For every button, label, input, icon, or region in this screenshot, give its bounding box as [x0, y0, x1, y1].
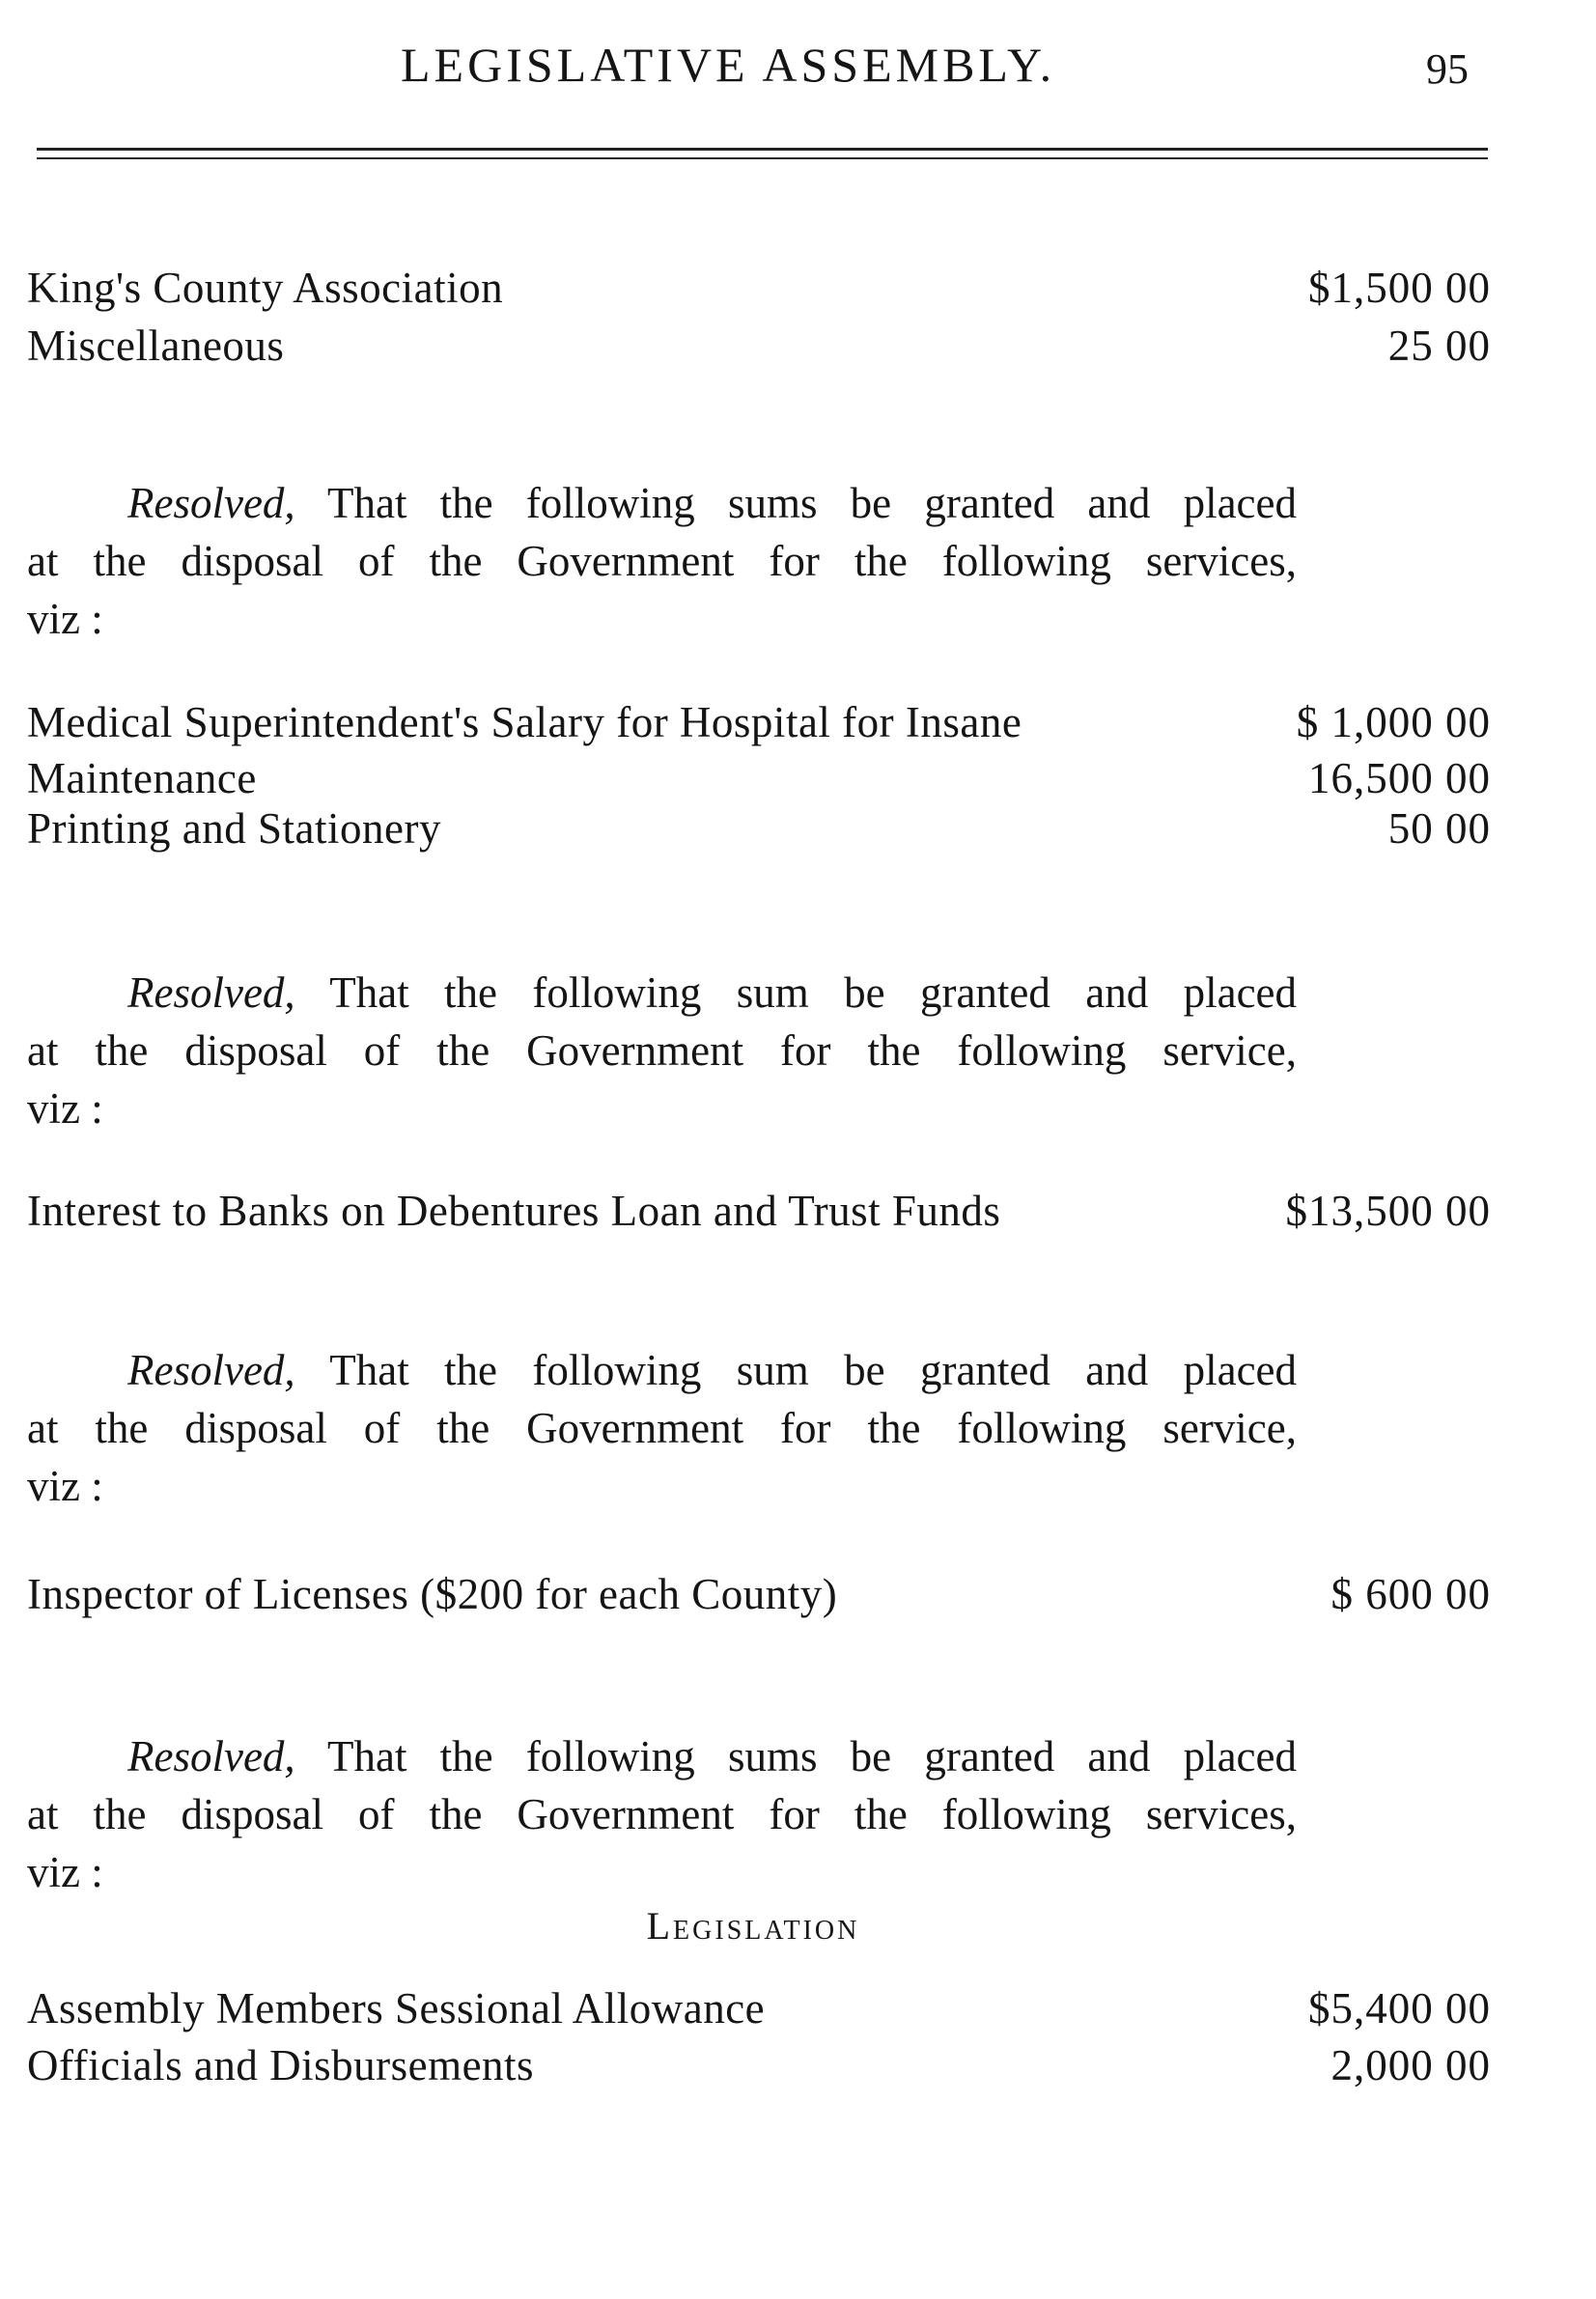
resolution-line: at the disposal of the Government for the following services,: [27, 1790, 1297, 1838]
item-label: Assembly Members Sessional Allowance: [27, 1984, 766, 2033]
item-amount: $13,500 00: [1285, 1187, 1491, 1235]
appropriation-line: [27, 1983, 1491, 2037]
resolution-line: [27, 964, 1297, 1022]
resolution-line: viz :: [27, 1462, 103, 1510]
appropriation-line: [27, 2040, 1491, 2094]
resolved-word: Resolved,: [127, 968, 295, 1017]
appropriation-line: [27, 1569, 1491, 1623]
resolution-text: That the following sum be granted and placed: [329, 1346, 1298, 1394]
resolution-text: That the following sum be granted and placed: [329, 968, 1298, 1017]
appropriation-line: [27, 753, 1491, 807]
resolution-line: viz :: [27, 1084, 103, 1133]
item-label: Medical Superintendent's Salary for Hospital for Insane: [27, 698, 1022, 746]
page-number: 95: [1426, 45, 1469, 93]
appropriation-line: [27, 803, 1491, 857]
page-header: [0, 37, 1596, 104]
resolved-word: Resolved,: [127, 1346, 295, 1394]
resolution-text: That the following sums be granted and placed: [327, 1732, 1297, 1780]
resolution-line: viz :: [27, 595, 103, 643]
item-amount: 16,500 00: [1308, 754, 1491, 802]
item-amount: 25 00: [1387, 322, 1491, 370]
resolution-paragraph: [27, 1341, 1297, 1515]
item-label: Miscellaneous: [27, 322, 285, 370]
resolution-line: [27, 1727, 1297, 1785]
header-rule-thin: [37, 157, 1488, 159]
resolution-line: [27, 474, 1297, 532]
resolution-text: That the following sums be granted and placed: [327, 479, 1297, 527]
resolution-line: at the disposal of the Government for the following service,: [27, 1404, 1297, 1452]
item-amount: $ 1,000 00: [1296, 698, 1491, 746]
appropriation-line: [27, 263, 1491, 317]
item-amount: $1,500 00: [1308, 264, 1491, 312]
header-rule-thick: [37, 148, 1488, 151]
resolution-paragraph: [27, 1727, 1297, 1901]
item-label: Interest to Banks on Debentures Loan and Trust Funds: [27, 1187, 1001, 1235]
item-label: Officials and Disbursements: [27, 2041, 535, 2089]
item-label: Maintenance: [27, 754, 257, 802]
resolved-word: Resolved,: [127, 1732, 295, 1780]
resolution-line: at the disposal of the Government for the following service,: [27, 1026, 1297, 1075]
appropriation-line: [27, 1186, 1491, 1240]
resolution-line: at the disposal of the Government for the following services,: [27, 537, 1297, 585]
appropriation-line: [27, 321, 1491, 375]
resolution-paragraph: [27, 964, 1297, 1137]
appropriation-line: [27, 697, 1491, 751]
item-label: King's County Association: [27, 264, 504, 312]
running-title: LEGISLATIVE ASSEMBLY.: [401, 38, 1056, 92]
section-heading: Legislation: [646, 1904, 860, 1948]
item-amount: $5,400 00: [1308, 1984, 1491, 2033]
resolution-line: viz :: [27, 1848, 103, 1896]
resolution-line: [27, 1341, 1297, 1399]
item-label: Printing and Stationery: [27, 804, 441, 853]
item-amount: 2,000 00: [1330, 2041, 1491, 2089]
resolved-word: Resolved,: [127, 479, 295, 527]
item-label: Inspector of Licenses ($200 for each County): [27, 1570, 838, 1618]
item-amount: $ 600 00: [1330, 1570, 1491, 1618]
item-amount: 50 00: [1387, 804, 1491, 853]
resolution-paragraph: [27, 474, 1297, 648]
